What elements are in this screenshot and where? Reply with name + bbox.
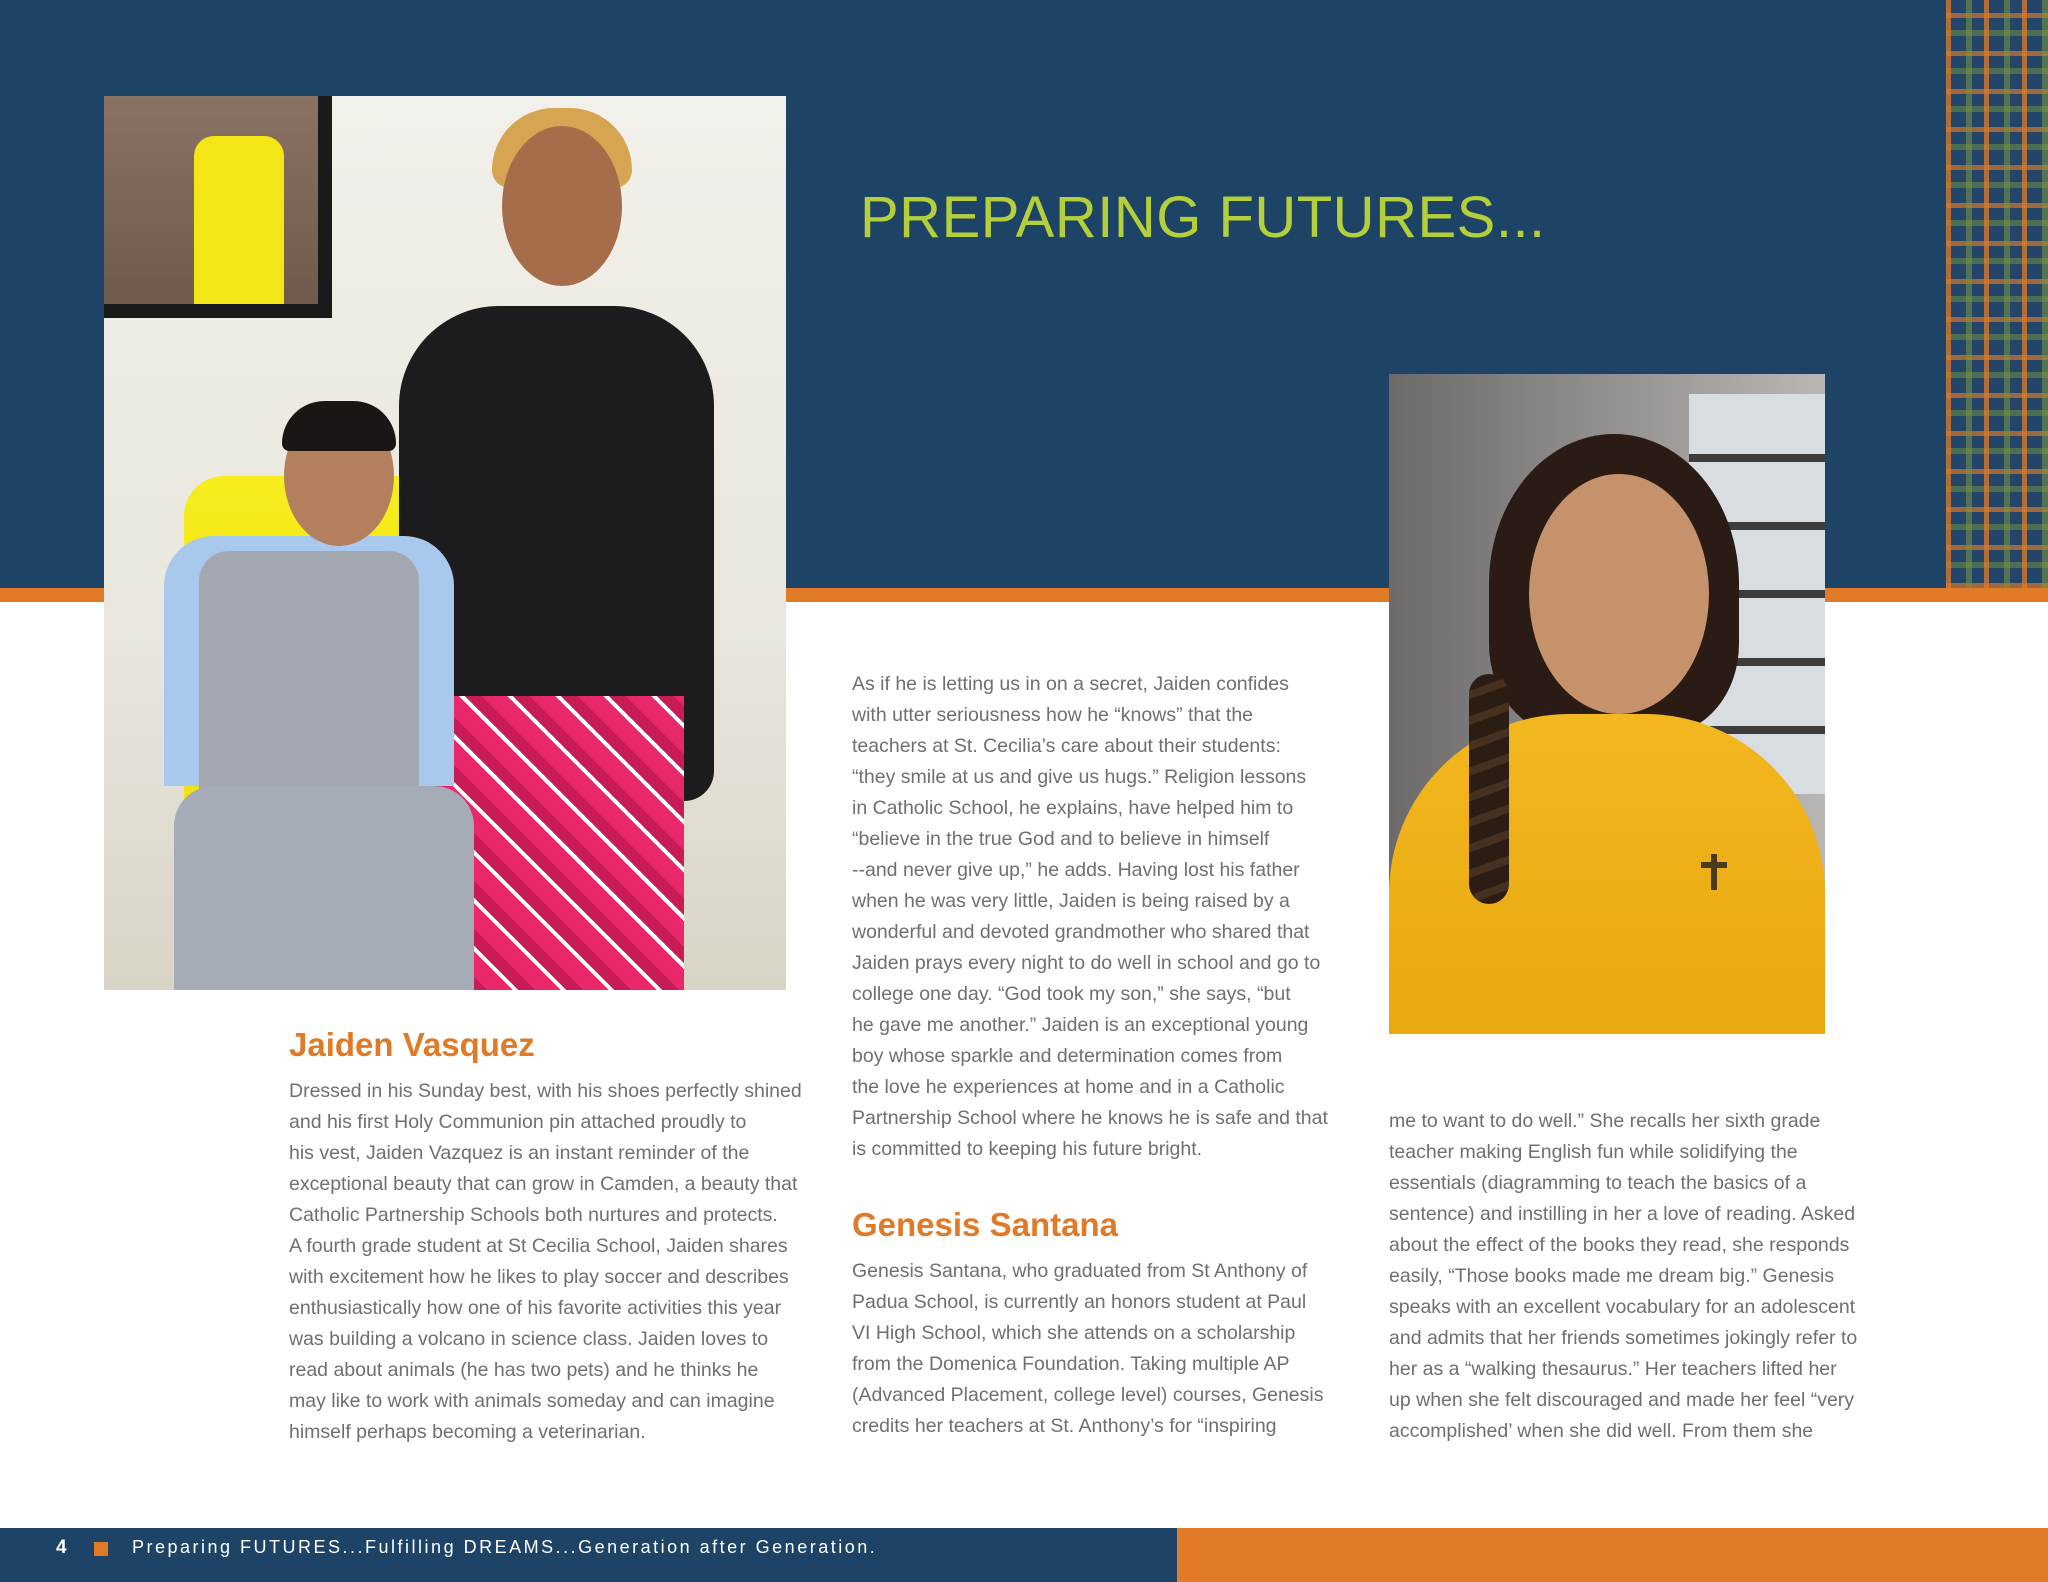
text-line: in Catholic School, he explains, have helped him to xyxy=(852,797,1294,819)
text-line: exceptional beauty that can grow in Camden, a beauty that xyxy=(289,1173,798,1195)
text-line: teachers at St. Cecilia’s care about their students: xyxy=(852,735,1281,757)
text-line: Partnership School where he knows he is safe and that xyxy=(852,1107,1328,1129)
text-line: the love he experiences at home and in a Catholic xyxy=(852,1076,1285,1098)
text-line: may like to work with animals someday and can imagine xyxy=(289,1390,775,1412)
text-line: his vest, Jaiden Vazquez is an instant reminder of the xyxy=(289,1142,750,1164)
jaiden-story-text xyxy=(289,1076,802,1448)
text-line: with excitement how he likes to play soccer and describes xyxy=(289,1266,789,1288)
text-line: Padua School, is currently an honors student at Paul xyxy=(852,1291,1307,1313)
genesis-face xyxy=(1529,474,1709,714)
genesis-braid xyxy=(1469,674,1509,904)
grandmother-face xyxy=(502,126,622,286)
text-line: about the effect of the books they read, she responds xyxy=(1389,1234,1850,1256)
grandmother-patterned-pants xyxy=(439,696,684,990)
text-line: was building a volcano in science class. Jaiden loves to xyxy=(289,1328,769,1350)
jaiden-name-heading: Jaiden Vasquez xyxy=(289,1026,535,1063)
jaiden-story-continued-text xyxy=(852,669,1328,1165)
page-number: 4 xyxy=(56,1537,67,1558)
text-line: read about animals (he has two pets) and he thinks he xyxy=(289,1359,759,1381)
genesis-story-text xyxy=(852,1256,1324,1442)
text-line: As if he is letting us in on a secret, Jaiden confides xyxy=(852,673,1289,695)
text-line: from the Domenica Foundation. Taking multiple AP xyxy=(852,1353,1290,1375)
text-line: he gave me another.” Jaiden is an exceptional young xyxy=(852,1014,1309,1036)
text-line: “believe in the true God and to believe in himself xyxy=(852,828,1270,850)
text-line: essentials (diagramming to teach the basics of a xyxy=(1389,1172,1807,1194)
text-line: VI High School, which she attends on a scholarship xyxy=(852,1322,1296,1344)
text-line: himself perhaps becoming a veterinarian. xyxy=(289,1421,646,1443)
text-line: speaks with an excellent vocabulary for an adolescent xyxy=(1389,1296,1856,1318)
text-line: me to want to do well.” She recalls her sixth grade xyxy=(1389,1110,1821,1132)
cross-icon xyxy=(1701,854,1727,890)
framed-picture-on-wall xyxy=(104,96,332,318)
text-line: “they smile at us and give us hugs.” Religion lessons xyxy=(852,766,1307,788)
genesis-yellow-shirt xyxy=(1389,714,1825,1034)
footer-bar-orange xyxy=(1177,1528,2048,1582)
genesis-story-continued-text xyxy=(1389,1106,1857,1447)
text-line: when he was very little, Jaiden is being raised by a xyxy=(852,890,1290,912)
plaid-pattern-strip xyxy=(1946,0,2048,588)
text-line: easily, “Those books made me dream big.” Genesis xyxy=(1389,1265,1835,1287)
footer-tagline: Preparing FUTURES...Fulfilling DREAMS...Generation after Generation. xyxy=(132,1537,878,1557)
text-line: --and never give up,” he adds. Having lost his father xyxy=(852,859,1300,881)
text-line: Jaiden prays every night to do well in school and go to xyxy=(852,952,1321,974)
boy-grey-vest xyxy=(199,551,419,811)
text-line: boy whose sparkle and determination comes from xyxy=(852,1045,1283,1067)
photo-genesis xyxy=(1389,374,1825,1034)
text-line: accomplished’ when she did well. From them she xyxy=(1389,1420,1814,1442)
text-line: is committed to keeping his future bright. xyxy=(852,1138,1203,1160)
footer-square-icon xyxy=(94,1542,108,1556)
text-line: up when she felt discouraged and made her feel “very xyxy=(1389,1389,1855,1411)
text-line: with utter seriousness how he “knows” that the xyxy=(852,704,1254,726)
text-line: teacher making English fun while solidifying the xyxy=(1389,1141,1798,1163)
photo-jaiden-and-grandmother xyxy=(104,96,786,990)
text-line: her as a “walking thesaurus.” Her teachers lifted her xyxy=(1389,1358,1837,1380)
text-line: Catholic Partnership Schools both nurtures and protects. xyxy=(289,1204,778,1226)
text-line: Genesis Santana, who graduated from St Anthony of xyxy=(852,1260,1308,1282)
text-line: and admits that her friends sometimes jokingly refer to xyxy=(1389,1327,1858,1349)
text-line: Dressed in his Sunday best, with his shoes perfectly shined xyxy=(289,1080,802,1102)
text-line: A fourth grade student at St Cecilia School, Jaiden shares xyxy=(289,1235,788,1257)
page-headline: PREPARING FUTURES... xyxy=(860,185,1546,250)
text-line: enthusiastically how one of his favorite activities this year xyxy=(289,1297,782,1319)
text-line: sentence) and instilling in her a love of reading. Asked xyxy=(1389,1203,1856,1225)
text-line: credits her teachers at St. Anthony’s for “inspiring xyxy=(852,1415,1277,1437)
boy-grey-pants xyxy=(174,786,474,990)
text-line: (Advanced Placement, college level) courses, Genesis xyxy=(852,1384,1324,1406)
text-line: college one day. “God took my son,” she says, “but xyxy=(852,983,1291,1005)
text-line: wonderful and devoted grandmother who shared that xyxy=(852,921,1310,943)
genesis-name-heading: Genesis Santana xyxy=(852,1206,1118,1243)
text-line: and his first Holy Communion pin attached proudly to xyxy=(289,1111,747,1133)
